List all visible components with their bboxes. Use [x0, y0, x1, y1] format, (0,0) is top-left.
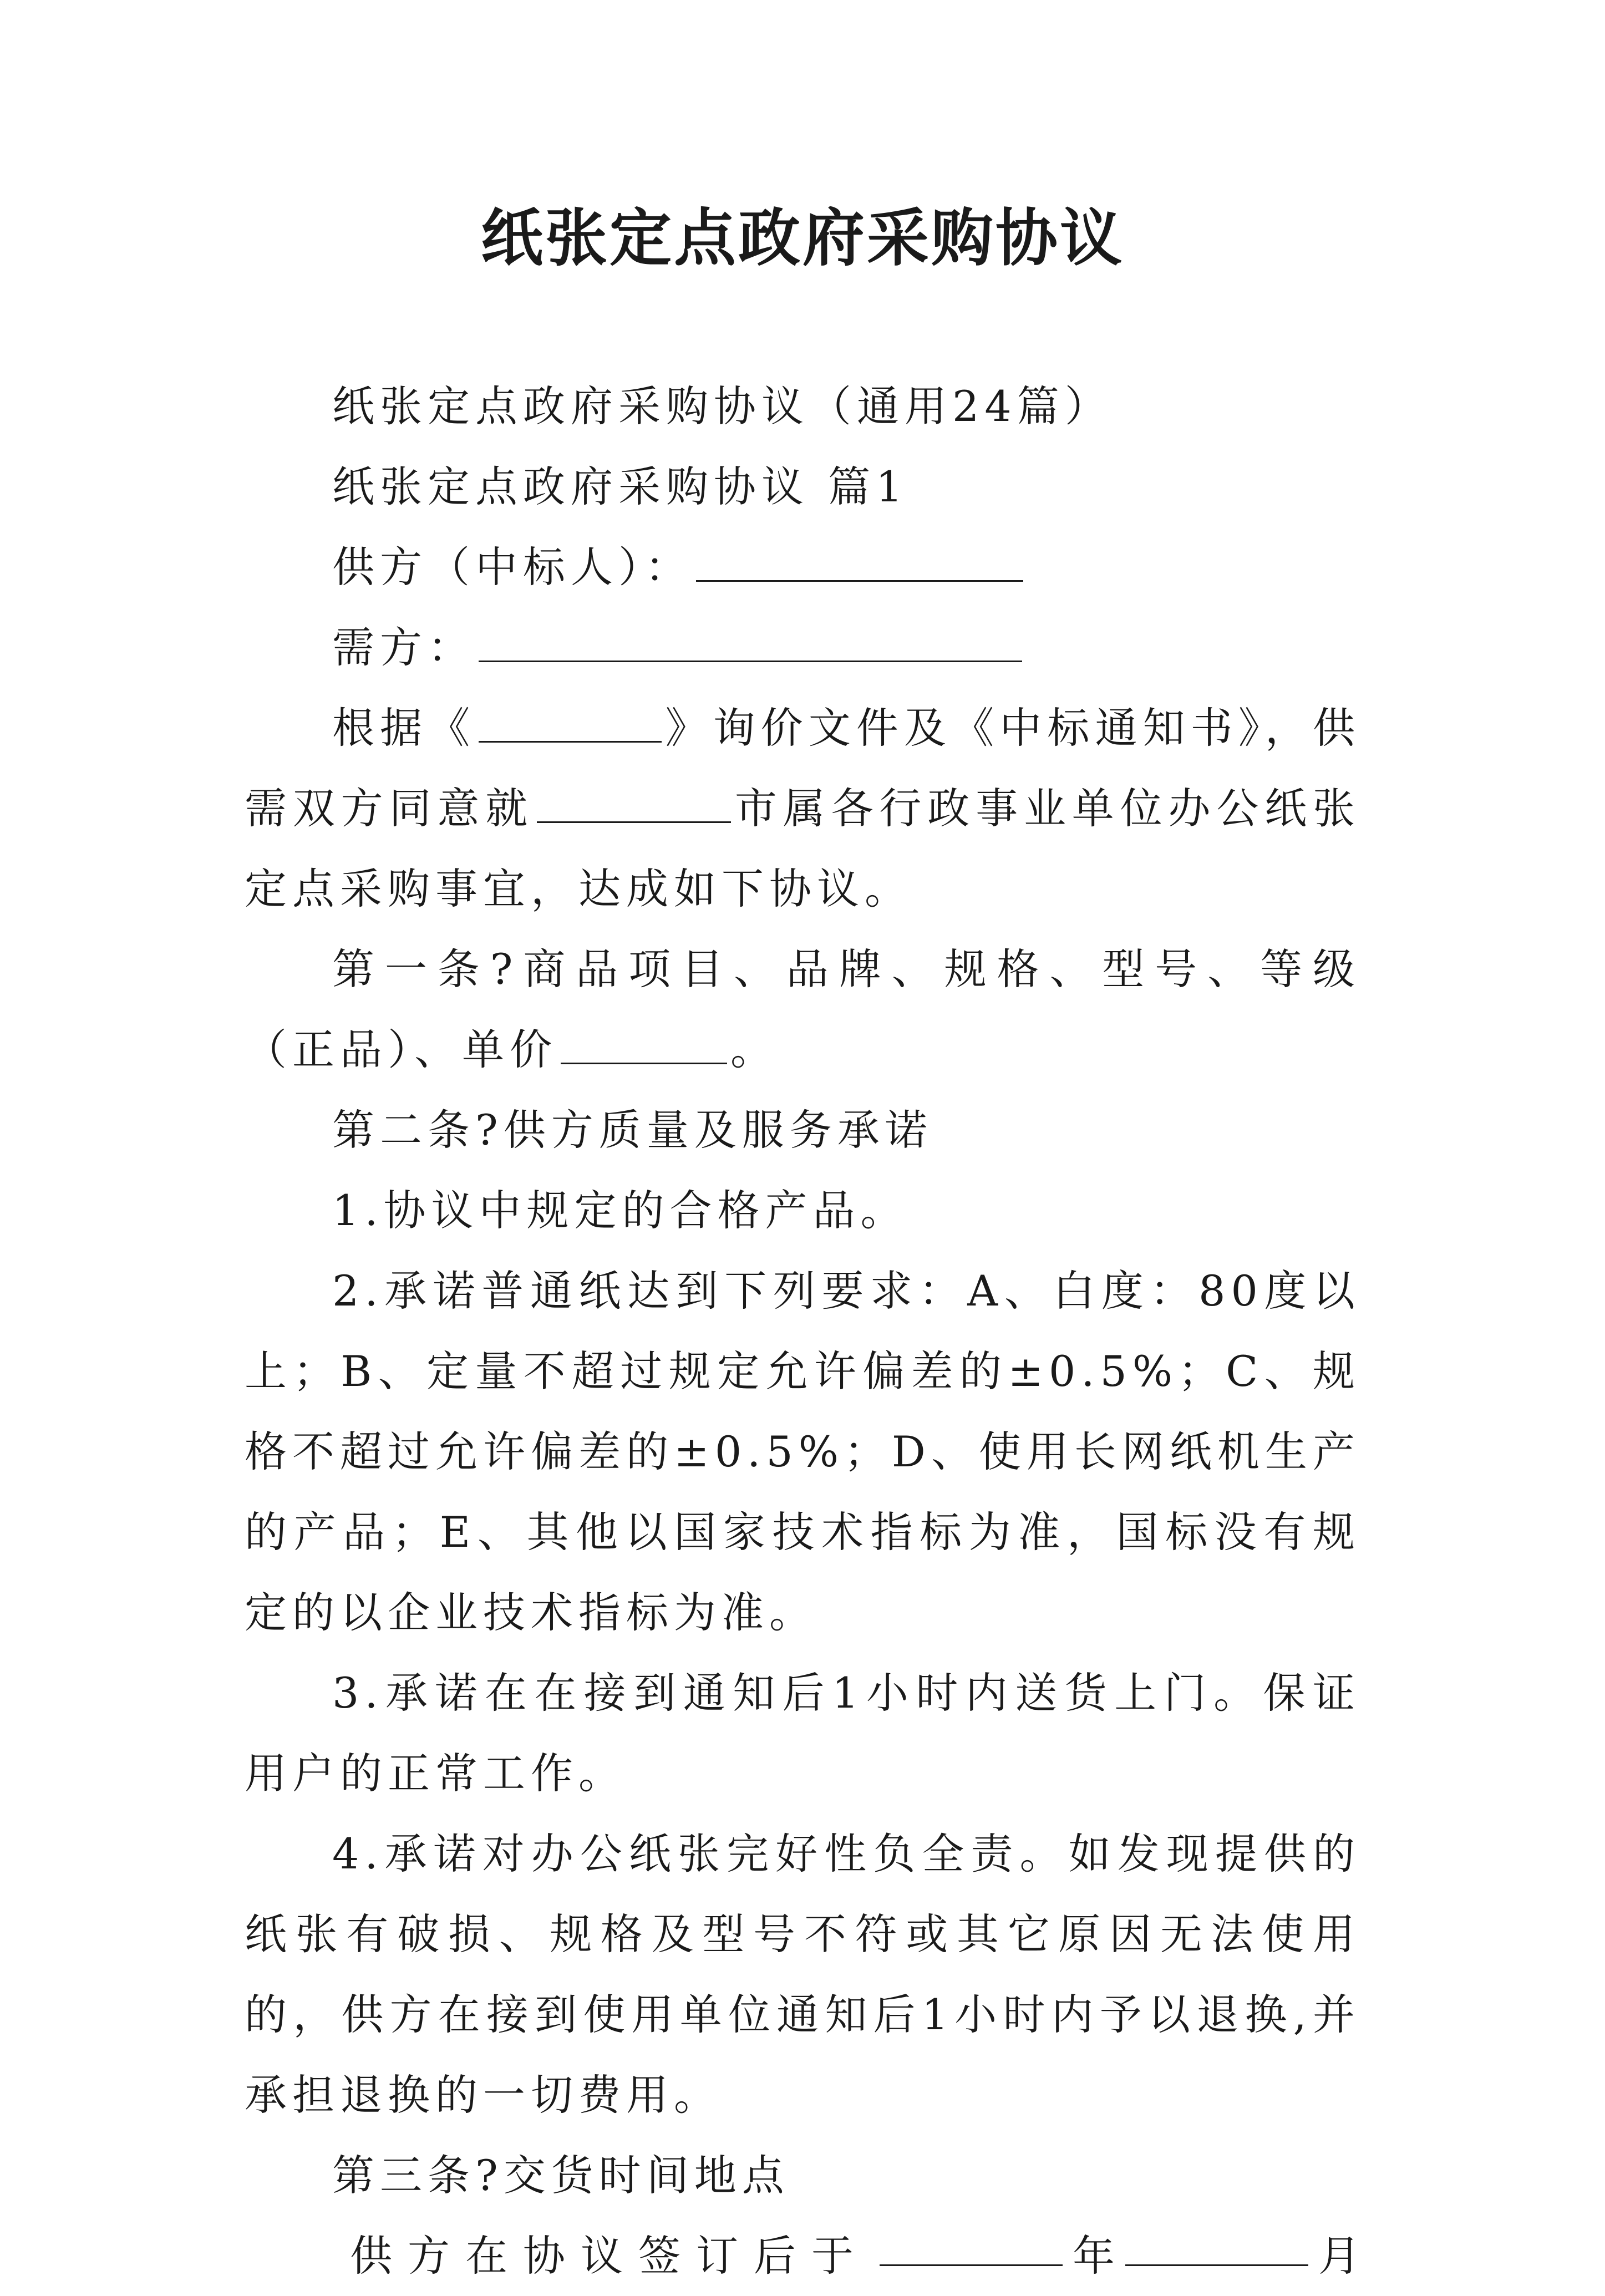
- buyer-label: 需方：: [332, 623, 475, 672]
- subtitle-line: 纸张定点政府采购协议（通用24篇）: [332, 382, 1113, 431]
- article-2-heading: 第二条?供方质量及服务承诺: [332, 1105, 933, 1155]
- intro-text-b: 》询价文件及《中标通知书》，供需双方同意就: [245, 703, 1361, 833]
- intro-text-c: 市属各行政事业单位办公纸张定点采购事宜，达成如下协议。: [245, 784, 1361, 913]
- article-1-end: 。: [730, 1025, 778, 1074]
- delivery-month-label: 月: [1318, 2231, 1360, 2280]
- section-heading: 纸张定点政府采购协议 篇1: [332, 462, 908, 511]
- buyer-name-blank: [479, 612, 1022, 662]
- intro-paragraph: [245, 688, 1360, 929]
- buyer-line: [245, 607, 1360, 688]
- article-2-item-1: 1.协议中规定的合格产品。: [332, 1186, 908, 1235]
- unit-price-blank: [561, 1014, 727, 1064]
- supplier-name-blank: [696, 531, 1023, 582]
- document-title: 纸张定点政府采购协议: [481, 202, 1124, 275]
- intro-text-a: 根据《: [332, 703, 476, 753]
- delivery-year-label: 年: [1073, 2231, 1115, 2280]
- delivery-line: [245, 2216, 1360, 2296]
- article-2-item-2: 2.承诺普通纸达到下列要求：A、白度：80度以上；B、定量不超过规定允许偏差的±0.5%；C、规格不超过允许偏差的±0.5%；D、使用长网纸机生产的产品；E、其他以国家技术指标为准，国标没有规定的以企业技术指标为准。: [245, 1266, 1360, 1637]
- inquiry-doc-blank: [479, 692, 662, 743]
- article-2-item-4: 4.承诺对办公纸张完好性负全责。如发现提供的纸张有破损、规格及型号不符或其它原因无法使用的，供方在接到使用单位通知后1小时内予以退换,并承担退换的一切费用。: [245, 1829, 1360, 2120]
- article-2-item-3: 3.承诺在在接到通知后1小时内送货上门。保证用户的正常工作。: [245, 1668, 1360, 1798]
- document-body: [245, 366, 1360, 2296]
- supplier-label: 供方（中标人）：: [332, 542, 693, 592]
- article-1: [245, 929, 1360, 1090]
- article-3-heading: 第三条?交货时间地点: [332, 2151, 790, 2200]
- article-1-text: 第一条?商品项目、品牌、规格、型号、等级（正品）、单价: [245, 944, 1360, 1074]
- city-blank: [537, 773, 731, 823]
- delivery-month-blank: [1125, 2216, 1308, 2266]
- supplier-line: [245, 527, 1360, 607]
- delivery-year-blank: [880, 2216, 1063, 2266]
- delivery-text: 供方在协议签订后于: [350, 2231, 869, 2280]
